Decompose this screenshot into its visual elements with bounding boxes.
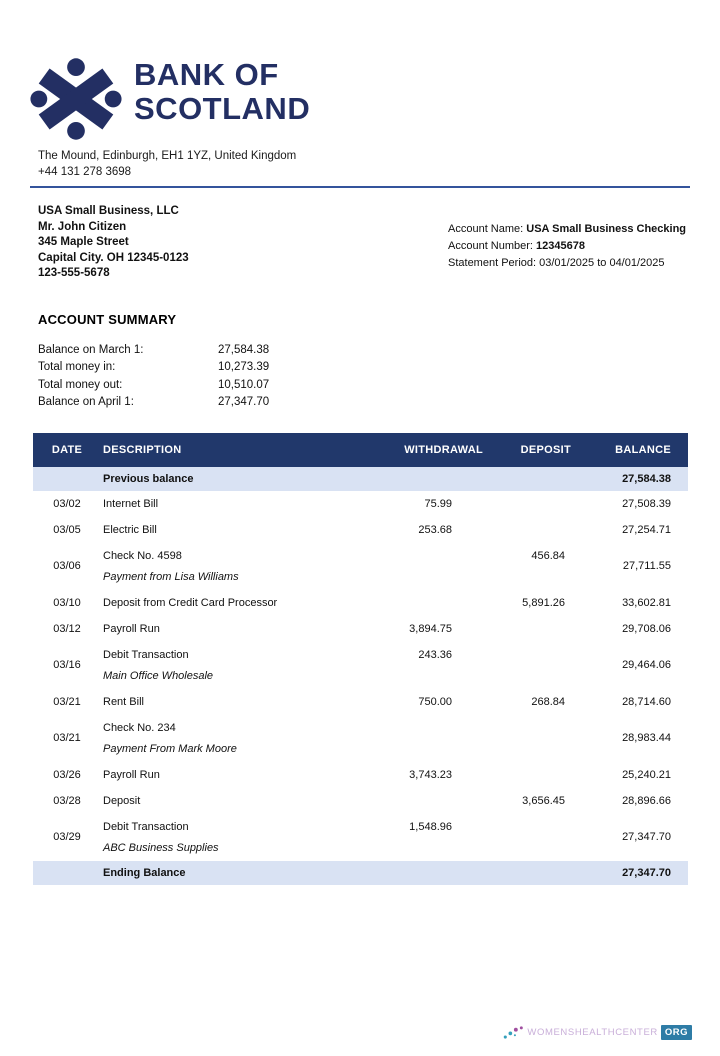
cell-balance: 27,347.70 xyxy=(622,831,671,843)
cell-withdrawal: 75.99 xyxy=(424,497,452,510)
summary-value: 27,347.70 xyxy=(218,396,270,408)
cell-deposit xyxy=(485,491,573,517)
header-balance: BALANCE xyxy=(573,433,688,467)
cell-balance: 28,983.44 xyxy=(622,732,671,744)
cell-deposit xyxy=(485,616,573,642)
summary-row xyxy=(38,394,720,412)
summary-row xyxy=(38,342,720,360)
cell-balance: 29,464.06 xyxy=(622,659,671,671)
summary-row xyxy=(38,377,720,395)
cell-date: 03/29 xyxy=(53,831,81,843)
cell-deposit: 5,891.26 xyxy=(522,596,565,609)
cell-withdrawal xyxy=(315,715,485,762)
cell-balance: 29,708.06 xyxy=(622,622,671,635)
transaction-row xyxy=(33,715,688,762)
cell-description: Payroll Run xyxy=(103,622,160,635)
cell-description: Deposit xyxy=(103,794,141,807)
recipient-line: Capital City. OH 12345-0123 xyxy=(38,251,189,264)
account-number-label: Account Number: xyxy=(448,240,537,252)
cell-withdrawal xyxy=(315,861,485,885)
bank-contact xyxy=(38,149,720,180)
cell-description: Deposit from Credit Card Processor xyxy=(103,596,278,609)
account-name-line xyxy=(448,221,690,238)
summary-label: Total money in: xyxy=(38,361,116,373)
cell-description: Debit Transaction Main Office Wholesale xyxy=(103,648,214,682)
cell-description: Rent Bill xyxy=(103,695,144,708)
cell-balance: 27,711.55 xyxy=(622,560,671,572)
recipient-block xyxy=(38,204,189,282)
account-name-value: USA Small Business Checking xyxy=(526,223,687,235)
cell-withdrawal xyxy=(315,788,485,814)
recipient-line: 345 Maple Street xyxy=(38,236,129,248)
cell-deposit: 456.84 xyxy=(531,549,565,562)
cell-deposit: 3,656.45 xyxy=(522,794,565,807)
cell-date: 03/21 xyxy=(53,732,81,744)
cell-deposit: 268.84 xyxy=(531,695,565,708)
transaction-row xyxy=(33,616,688,642)
cell-date: 03/16 xyxy=(53,659,81,671)
cell-withdrawal: 243.36 xyxy=(418,648,452,661)
cell-withdrawal xyxy=(315,467,485,491)
cell-description: Internet Bill xyxy=(103,497,159,510)
cell-withdrawal: 3,743.23 xyxy=(409,768,452,781)
account-name-label: Account Name: xyxy=(448,223,527,235)
header-divider xyxy=(30,186,690,188)
previous-balance-row xyxy=(33,467,688,491)
watermark-text: WOMENSHEALTHCENTER xyxy=(527,1026,658,1038)
site-watermark xyxy=(503,1023,692,1041)
cell-balance: 28,714.60 xyxy=(622,695,671,708)
transaction-row xyxy=(33,543,688,590)
cell-withdrawal: 253.68 xyxy=(418,523,452,536)
cell-date: 03/05 xyxy=(53,523,81,536)
cell-deposit xyxy=(485,715,573,762)
transaction-row xyxy=(33,491,688,517)
brand-header xyxy=(30,56,720,142)
cell-deposit xyxy=(485,762,573,788)
cell-deposit xyxy=(485,467,573,491)
summary-label: Balance on April 1: xyxy=(38,396,134,408)
cell-withdrawal xyxy=(315,590,485,616)
header-deposit: DEPOSIT xyxy=(485,433,573,467)
recipient-line: USA Small Business, LLC xyxy=(38,205,179,217)
cell-balance: 27,254.71 xyxy=(622,523,671,536)
header-date: DATE xyxy=(33,433,101,467)
cell-description: Payroll Run xyxy=(103,768,160,781)
cell-date: 03/10 xyxy=(53,596,81,609)
cell-date: 03/26 xyxy=(53,768,81,781)
cell-date: 03/12 xyxy=(53,622,81,635)
sparkle-dots-icon xyxy=(503,1023,527,1041)
cell-withdrawal xyxy=(315,543,485,590)
cell-balance: 25,240.21 xyxy=(622,768,671,781)
cell-balance: 27,347.70 xyxy=(622,866,671,879)
cell-deposit xyxy=(485,814,573,861)
header-withdrawal: WITHDRAWAL xyxy=(315,433,485,467)
bank-name-line1: BANK OF xyxy=(134,57,279,92)
account-summary-section xyxy=(38,312,720,412)
statement-period-line xyxy=(448,255,690,272)
bank-phone: +44 131 278 3698 xyxy=(38,165,132,178)
cell-description: Check No. 4598 Payment from Lisa Williams xyxy=(103,549,239,583)
bank-name-line2: SCOTLAND xyxy=(134,91,311,126)
transactions-body xyxy=(33,467,688,885)
cell-description: Debit Transaction ABC Business Supplies xyxy=(103,820,219,854)
account-summary-title: ACCOUNT SUMMARY xyxy=(38,311,177,327)
recipient-line: 123-555-5678 xyxy=(38,267,110,279)
transaction-row xyxy=(33,814,688,861)
bank-statement-page xyxy=(0,56,720,1056)
transactions-table xyxy=(33,433,688,885)
transactions-header xyxy=(33,433,688,467)
transaction-row xyxy=(33,590,688,616)
cell-date: 03/06 xyxy=(53,560,81,572)
cell-balance: 33,602.81 xyxy=(622,596,671,609)
cell-balance: 27,584.38 xyxy=(622,472,671,485)
transaction-row xyxy=(33,689,688,715)
account-number-value: 12345678 xyxy=(536,240,585,252)
cell-date: 03/28 xyxy=(53,794,81,807)
account-summary-grid xyxy=(38,342,720,412)
recipient-line: Mr. John Citizen xyxy=(38,220,127,233)
bank-name xyxy=(134,58,310,126)
cell-description: Check No. 234 Payment From Mark Moore xyxy=(103,721,237,755)
transaction-row xyxy=(33,788,688,814)
bank-address: The Mound, Edinburgh, EH1 1YZ, United Kingdom xyxy=(38,150,297,162)
cell-date xyxy=(33,861,101,885)
cell-description: Electric Bill xyxy=(103,523,157,536)
cell-balance: 28,896.66 xyxy=(622,794,671,807)
cell-date xyxy=(33,467,101,491)
summary-label: Total money out: xyxy=(38,378,123,391)
statement-period-label: Statement Period: xyxy=(448,257,540,269)
cell-deposit xyxy=(485,642,573,689)
cell-date: 03/02 xyxy=(53,497,81,510)
cell-deposit xyxy=(485,517,573,543)
transaction-row xyxy=(33,762,688,788)
cell-withdrawal: 750.00 xyxy=(418,695,452,708)
address-section xyxy=(38,204,690,282)
summary-value: 10,273.39 xyxy=(218,361,270,373)
transaction-row xyxy=(33,642,688,689)
summary-label: Balance on March 1: xyxy=(38,343,144,356)
cell-withdrawal: 3,894.75 xyxy=(409,622,452,635)
cell-deposit xyxy=(485,861,573,885)
bank-of-scotland-logo-icon xyxy=(30,56,122,142)
ending-balance-row xyxy=(33,861,688,885)
account-number-line xyxy=(448,238,690,255)
cell-withdrawal: 1,548.96 xyxy=(409,820,452,833)
cell-description: Previous balance xyxy=(103,472,194,485)
account-info-block xyxy=(448,221,690,282)
statement-period-value: 03/01/2025 to 04/01/2025 xyxy=(539,257,665,269)
summary-value: 27,584.38 xyxy=(218,343,270,356)
watermark-org-badge: ORG xyxy=(661,1025,692,1040)
cell-balance: 27,508.39 xyxy=(622,497,671,510)
transaction-row xyxy=(33,517,688,543)
summary-value: 10,510.07 xyxy=(218,378,270,391)
header-description: DESCRIPTION xyxy=(101,433,315,467)
cell-description: Ending Balance xyxy=(103,866,186,879)
summary-row xyxy=(38,359,720,377)
cell-date: 03/21 xyxy=(53,695,81,708)
